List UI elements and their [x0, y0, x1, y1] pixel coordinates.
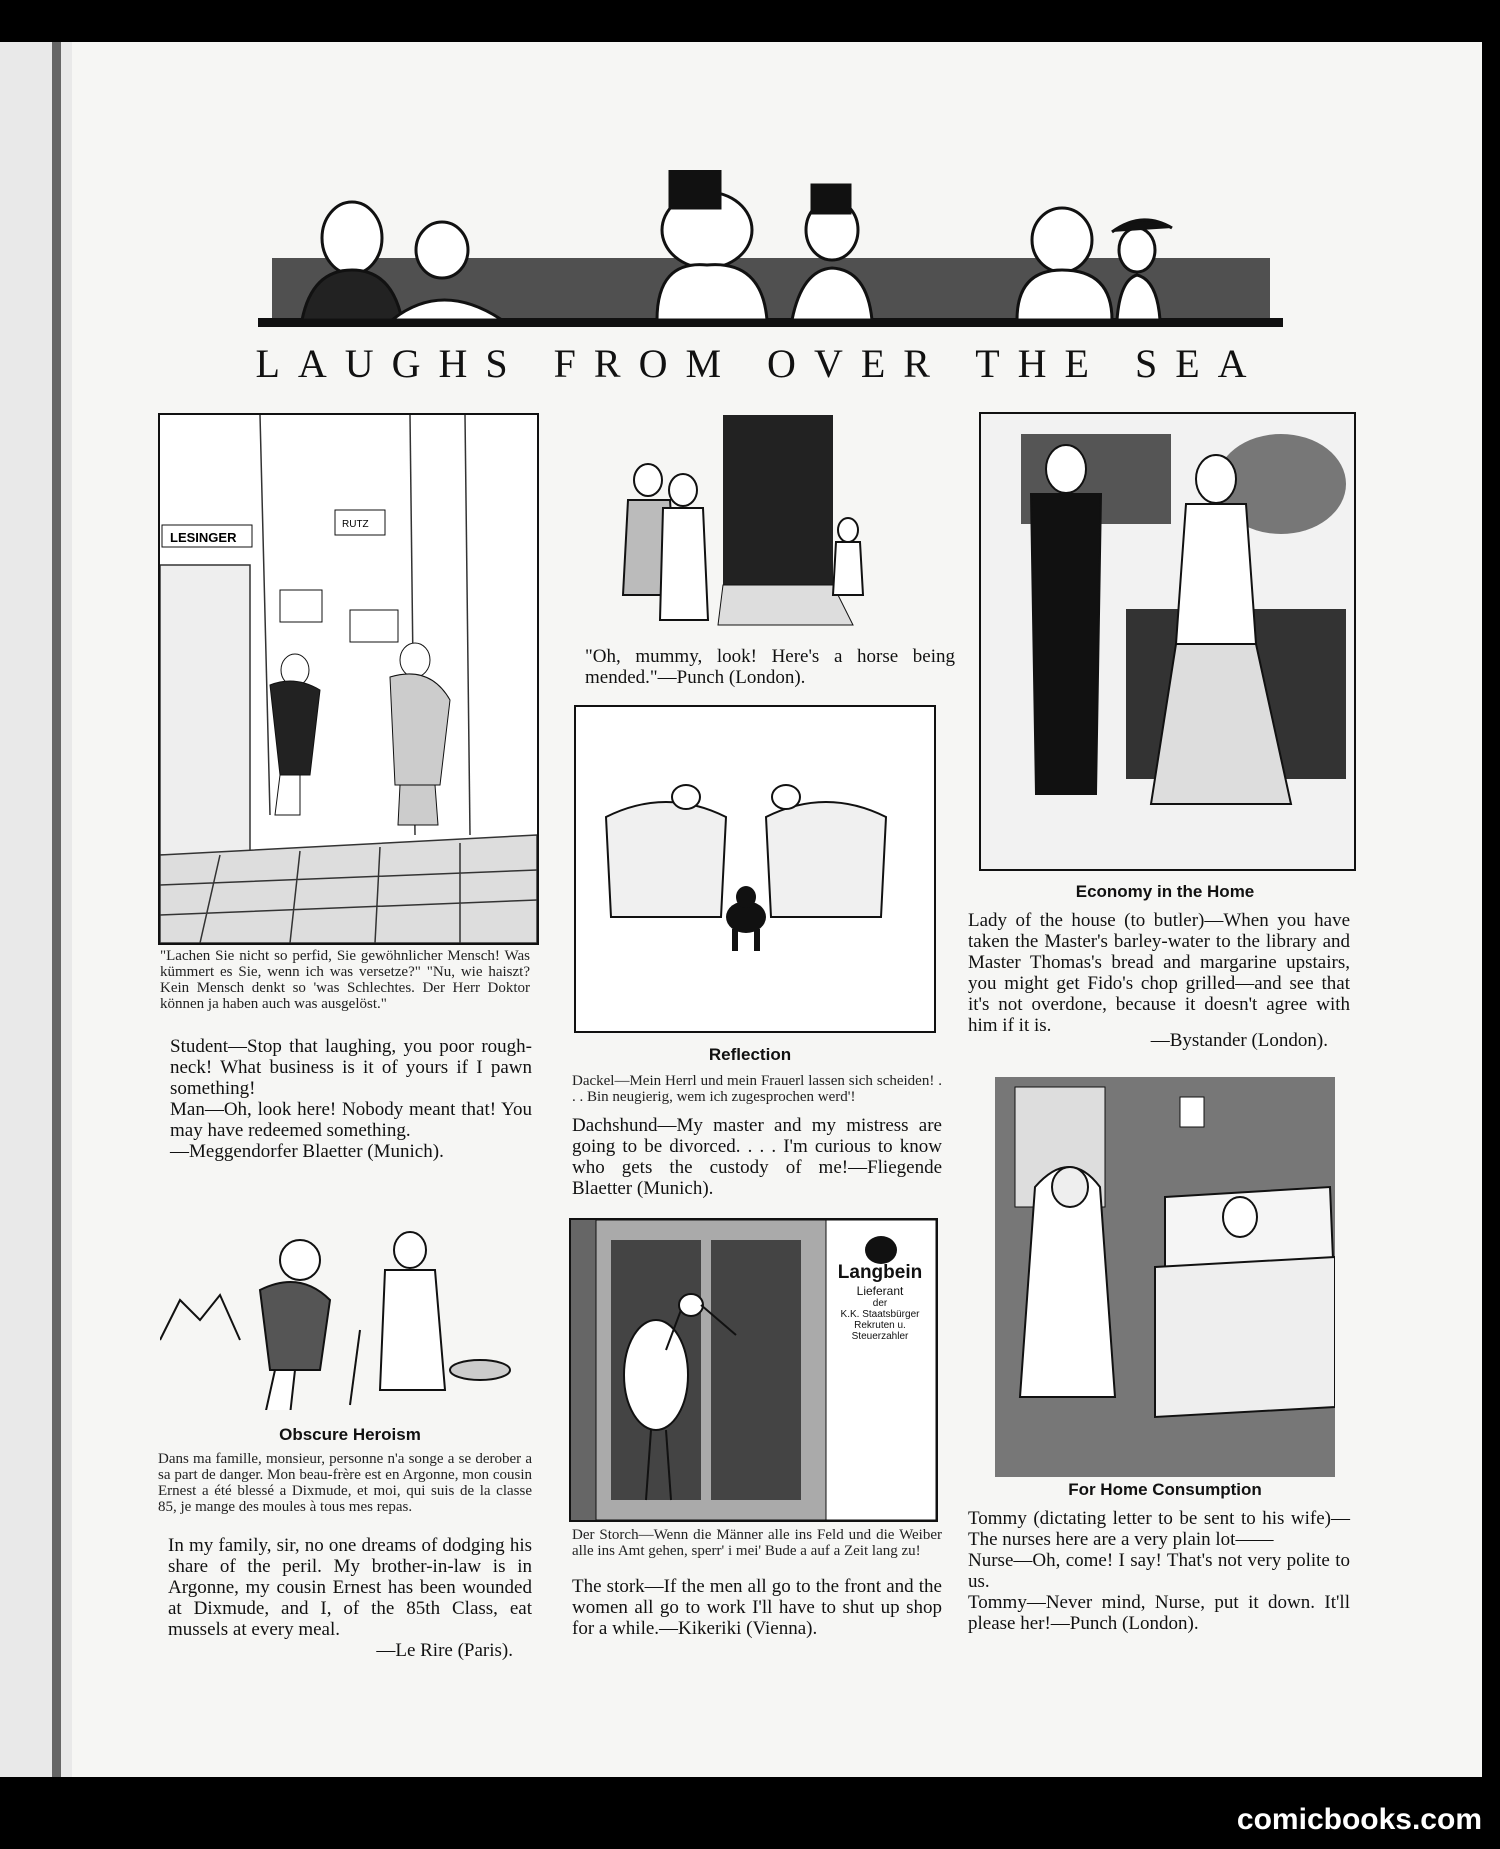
- cartoon-horse-mended: [578, 410, 958, 630]
- home-consumption-line-tommy: Tommy (dictating letter to be sent to his wife)—The nurses here are a very plain lot——: [968, 1508, 1350, 1550]
- cartoon-reflection: [574, 705, 936, 1033]
- stork-german-caption: Der Storch—Wenn die Männer alle ins Feld und die Weiber alle ins Amt gehen, sperr' i mei' Bude a auf a Zeit lang zu!: [572, 1527, 942, 1559]
- obscure-heroism-title: Obscure Heroism: [279, 1425, 421, 1444]
- langbein-sign-line-2: der: [872, 1298, 888, 1309]
- cartoon-pawnshop: [158, 413, 539, 945]
- sign-rutz: RUTZ: [342, 519, 369, 530]
- cartoon-obscure-heroism: [160, 1210, 530, 1410]
- obscure-heroism-credit: —Le Rire (Paris).: [376, 1640, 513, 1661]
- economy-home-text: Lady of the house (to butler)—When you have taken the Master's barley-water to the library and Master Thomas's bread and margarine upstairs, you might get Fido's chop grilled—and see that it's not overdone, because it doesn't agree with him if it is.: [968, 910, 1350, 1036]
- reflection-german-caption: Dackel—Mein Herrl und mein Frauerl lassen sich scheiden! . . . Bin neugierig, wem ich zugesprochen werd'!: [572, 1073, 942, 1105]
- reflection-title: Reflection: [708, 1045, 792, 1064]
- pawnshop-line-student: Student—Stop that laughing, you poor rough-neck! What business is it of yours if I pawn something!: [170, 1036, 532, 1099]
- stork-text: The stork—If the men all go to the front and the women all go to work I'll have to shut up shop for a while.—Kikeriki (Vienna).: [572, 1576, 942, 1639]
- langbein-sign-title: Langbein: [837, 1262, 923, 1283]
- pawnshop-text: [170, 1036, 532, 1162]
- binding-edge: [52, 42, 61, 1777]
- home-consumption-title: For Home Consumption: [1068, 1480, 1262, 1499]
- reflection-drawing: [576, 707, 934, 1031]
- binding-spine: [0, 42, 72, 1777]
- cartoon-economy-home: [979, 412, 1356, 871]
- home-consumption-text: [968, 1508, 1350, 1634]
- obscure-heroism-text: In my family, sir, no one dreams of dodging his share of the peril. My brother-in-law is in Argonne, my cousin Ernest has been wounded at Dixmude, and I, of the 85th Class, eat mussels at every meal.: [168, 1535, 532, 1640]
- home-consumption-line-tommy-2: Tommy—Never mind, Nurse, put it down. It'll please her!—Punch (London).: [968, 1592, 1350, 1634]
- horse-mended-caption: "Oh, mummy, look! Here's a horse being mended."—Punch (London).: [585, 646, 955, 688]
- watermark: comicbooks.com: [1236, 1803, 1482, 1836]
- economy-home-credit: —Bystander (London).: [1150, 1030, 1328, 1051]
- langbein-sign-line-1: Lieferant: [856, 1284, 904, 1298]
- langbein-sign-line-5: Steuerzahler: [851, 1331, 909, 1342]
- masthead-title: LAUGHS FROM OVER THE SEA: [255, 341, 1265, 386]
- banner-figures: [272, 170, 1270, 320]
- pawnshop-credit: —Meggendorfer Blaetter (Munich).: [170, 1141, 444, 1162]
- economy-home-title: Economy in the Home: [1075, 882, 1255, 901]
- cartoon-home-consumption: [995, 1077, 1335, 1477]
- langbein-sign-line-3: K.K. Staatsbürger: [840, 1309, 920, 1320]
- langbein-sign-line-4: Rekruten u.: [854, 1320, 906, 1331]
- langbein-sign: [830, 1262, 930, 1342]
- reflection-text: Dachshund—My master and my mistress are going to be divorced. . . . I'm curious to know who gets the custody of me!—Fliegende Blaetter (Munich).: [572, 1115, 942, 1199]
- pawnshop-line-man: Man—Oh, look here! Nobody meant that! You may have redeemed something.: [170, 1099, 532, 1141]
- sign-lesinger: LESINGER: [170, 530, 237, 545]
- pawnshop-german-caption: "Lachen Sie nicht so perfid, Sie gewöhnlicher Mensch! Was kümmert es Sie, wenn ich was versetze?" "Nu, wie haiszt? Kein Mensch denkt so 'was Schlechtes. Der Herr Doktor können ja haben auch was ausgelöst.": [160, 948, 530, 1012]
- home-consumption-line-nurse: Nurse—Oh, come! I say! That's not very polite to us.: [968, 1550, 1350, 1592]
- obscure-heroism-french-caption: Dans ma famille, monsieur, personne n'a songe a se derober a sa part de danger. Mon beau-frère est en Argonne, mon cousin Ernest a été blessé a Dixmude, et moi, qui suis de la classe 85, je mange des moules à tous mes repas.: [158, 1451, 532, 1515]
- pawnshop-drawing: [160, 415, 537, 943]
- economy-home-drawing: [981, 414, 1354, 869]
